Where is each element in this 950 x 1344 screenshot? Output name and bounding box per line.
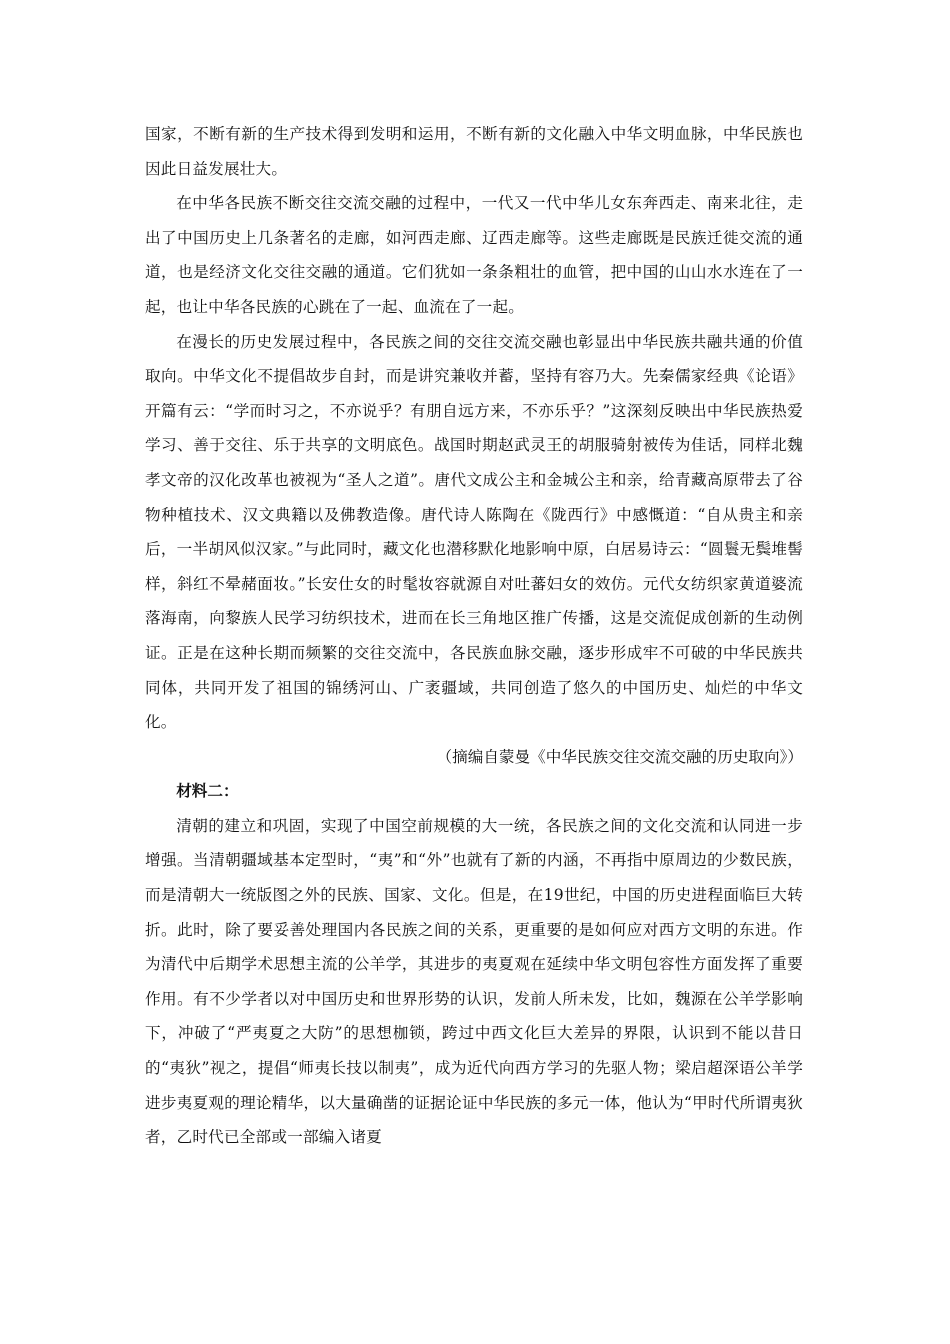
paragraph-corridors: 在中华各民族不断交往交流交融的过程中，一代又一代中华儿女东奔西走、南来北往，走出了中国历史上几条著名的走廊，如河西走廊、辽西走廊等。这些走廊既是民族迁徙交流的通道，也是经济文化交往交融的通道。它们犹如一条条粗壮的血管，把中国的山山水水连在了一起，也让中华各民族的心跳在了一起、血流在了一起。 [145, 194, 803, 316]
document-page [145, 117, 803, 1155]
paragraph-continuation: 国家，不断有新的生产技术得到发明和运用，不断有新的文化融入中华文明血脉，中华民族也因此日益发展壮大。 [145, 125, 803, 178]
source-citation: （摘编自蒙曼《中华民族交往交流交融的历史取向》） [436, 747, 803, 766]
paragraph-values: 在漫长的历史发展过程中，各民族之间的交往交流交融也彰显出中华民族共融共通的价值取向。中华文化不提倡故步自封，而是讲究兼收并蓄，坚持有容乃大。先秦儒家经典《论语》开篇有云：“学而时习之，不亦说乎？有朋自远方来，不亦乐乎？”这深刻反映出中华民族热爱学习、善于交往、乐于共享的文明底色。战国时期赵武灵王的胡服骑射被传为佳话，同样北魏孝文帝的汉化改革也被视为“圣人之道”。唐代文成公主和金城公主和亲，给青藏高原带去了谷物种植技术、汉文典籍以及佛教造像。唐代诗人陈陶在《陇西行》中感慨道：“自从贵主和亲后，一半胡风似汉家。”与此同时，藏文化也潜移默化地影响中原，白居易诗云：“圆鬟无鬓堆髻样，斜红不晕赭面妆。”长安仕女的时髦妆容就源自对吐蕃妇女的效仿。元代女纺织家黄道婆流落海南，向黎族人民学习纺织技术，进而在长三角地区推广传播，这是交流促成创新的生动例证。正是在这种长期而频繁的交往交流中，各民族血脉交融，逐步形成牢不可破的中华民族共同体，共同开发了祖国的锦绣河山、广袤疆域，共同创造了悠久的中国历史、灿烂的中华文化。 [145, 332, 803, 732]
paragraph-qing-dynasty: 清朝的建立和巩固，实现了中国空前规模的大一统，各民族之间的文化交流和认同进一步增强。当清朝疆域基本定型时，“夷”和“外”也就有了新的内涵，不再指中原周边的少数民族，而是清朝大一统版图之外的民族、国家、文化。但是，在19世纪，中国的历史进程面临巨大转折。此时，除了要妥善处理国内各民族之间的关系，更重要的是如何应对西方文明的东进。作为清代中后期学术思想主流的公羊学，其进步的夷夏观在延续中华文明包容性方面发挥了重要作用。有不少学者以对中国历史和世界形势的认识，发前人所未发，比如，魏源在公羊学影响下，冲破了“严夷夏之大防”的思想枷锁，跨过中西文化巨大差异的界限，认识到不能以昔日的“夷狄”视之，提倡“师夷长技以制夷”，成为近代向西方学习的先驱人物；梁启超深语公羊学进步夷夏观的理论精华，以大量确凿的证据论证中华民族的多元一体，他认为“甲时代所谓夷狄者，乙时代已全部或一部编入诸夏 [145, 816, 803, 1147]
section-heading-material-two: 材料二： [176, 781, 239, 801]
